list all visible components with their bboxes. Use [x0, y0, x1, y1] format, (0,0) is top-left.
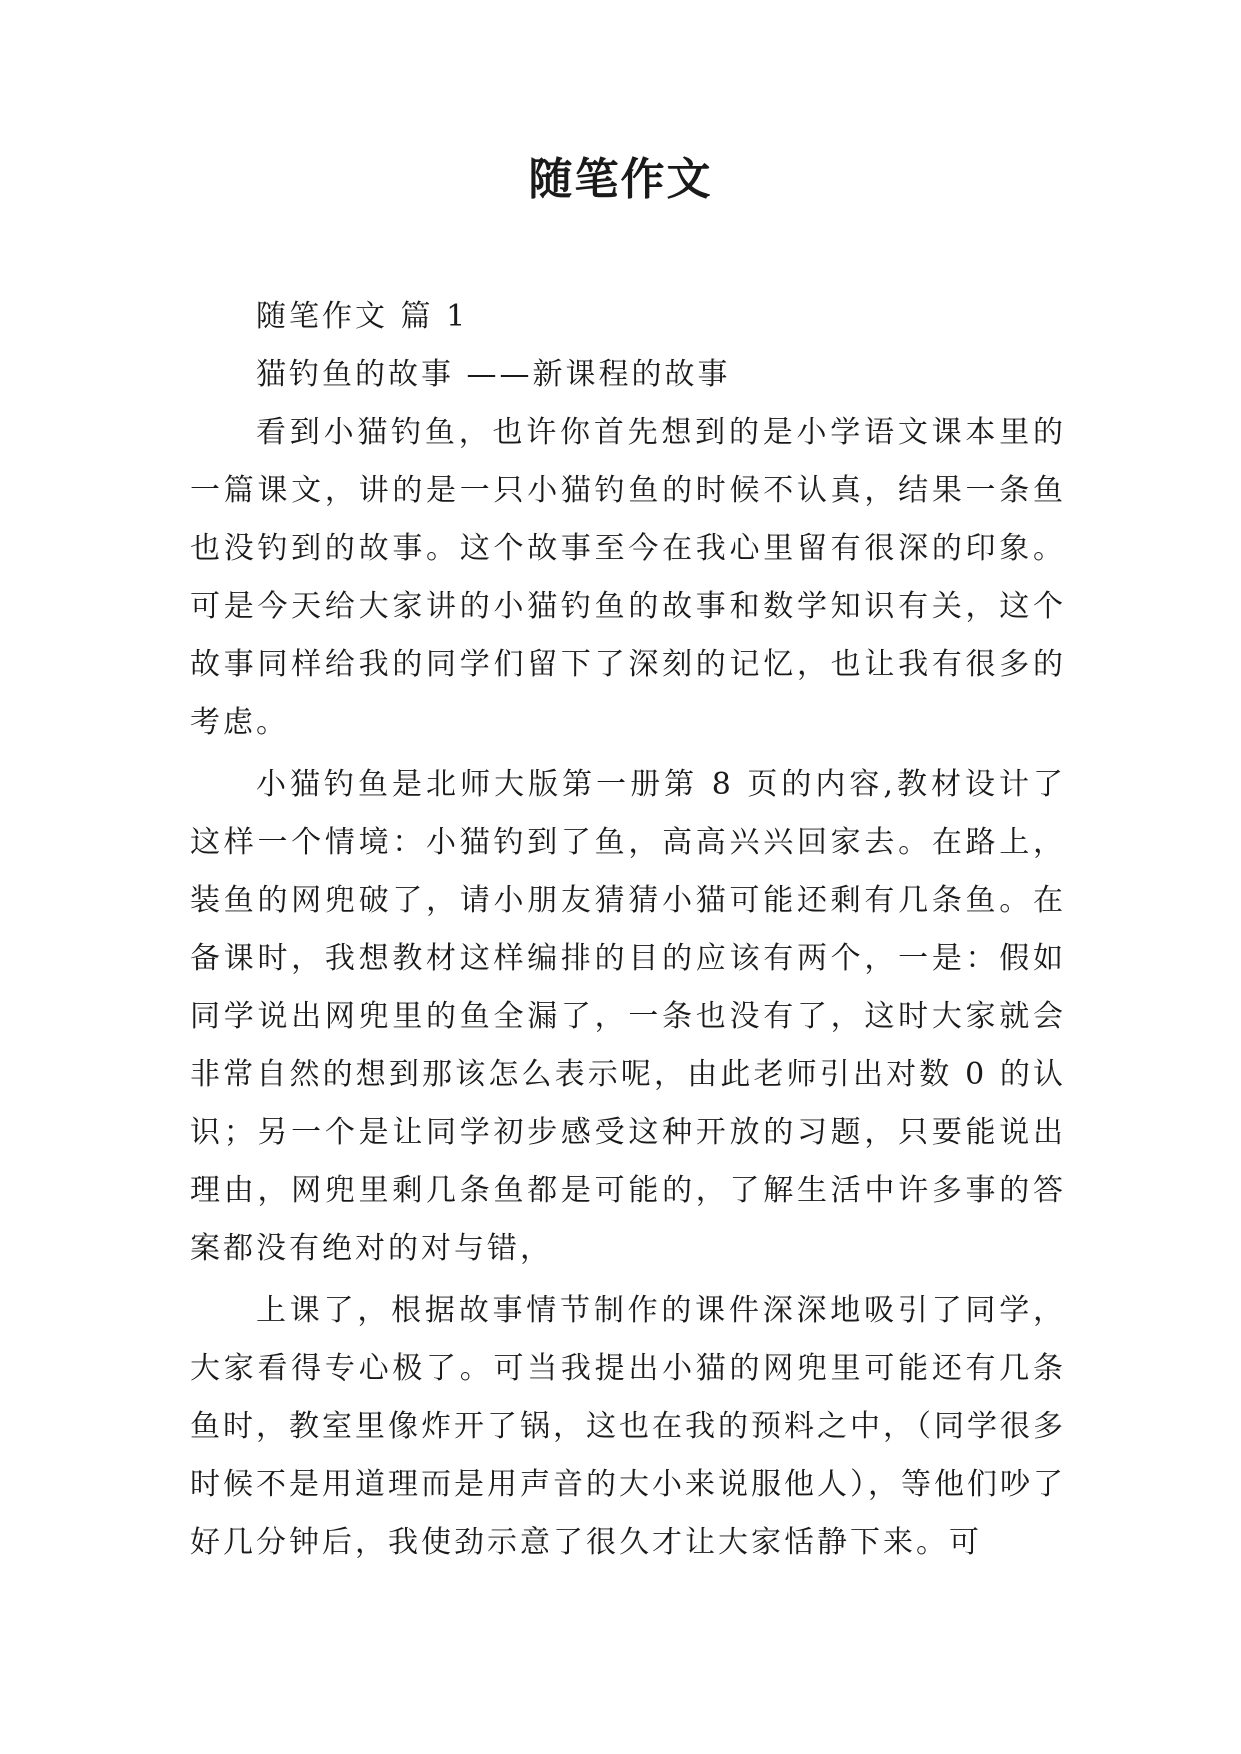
page-title: 随笔作文	[528, 154, 713, 205]
story-title: 猫钓鱼的故事 ——新课程的故事	[256, 357, 731, 392]
section-heading: 随笔作文 篇 1	[256, 299, 469, 334]
paragraph-2: 小猫钓鱼是北师大版第一册第 8 页的内容,教材设计了这样一个情境：小猫钓到了鱼，高高兴兴回家去。在路上，装鱼的网兜破了，请小朋友猜猜小猫可能还剩有几条鱼。在备课时，我想教材这样编排的目的应该有两个，一是：假如同学说出网兜里的鱼全漏了，一条也没有了，这时大家就会非常自然的想到那该怎么表示呢，由此老师引出对数 0 的认识；另一个是让同学初步感受这种开放的习题，只要能说出理由，网兜里剩几条鱼都是可能的，了解生活中许多事的答案都没有绝对的对与错，	[190, 767, 1066, 1266]
paragraph-3: 上课了，根据故事情节制作的课件深深地吸引了同学，大家看得专心极了。可当我提出小猫的网兜里可能还有几条鱼时，教室里像炸开了锅，这也在我的预料之中，（同学很多时候不是用道理而是用声音的大小来说服他人），等他们吵了好几分钟后，我使劲示意了很久才让大家恬静下来。可	[190, 1293, 1066, 1560]
paragraph-1: 看到小猫钓鱼，也许你首先想到的是小学语文课本里的一篇课文，讲的是一只小猫钓鱼的时候不认真，结果一条鱼也没钓到的故事。这个故事至今在我心里留有很深的印象。可是今天给大家讲的小猫钓鱼的故事和数学知识有关，这个故事同样给我的同学们留下了深刻的记忆，也让我有很多的考虑。	[190, 415, 1066, 740]
document-body	[190, 288, 1066, 1572]
